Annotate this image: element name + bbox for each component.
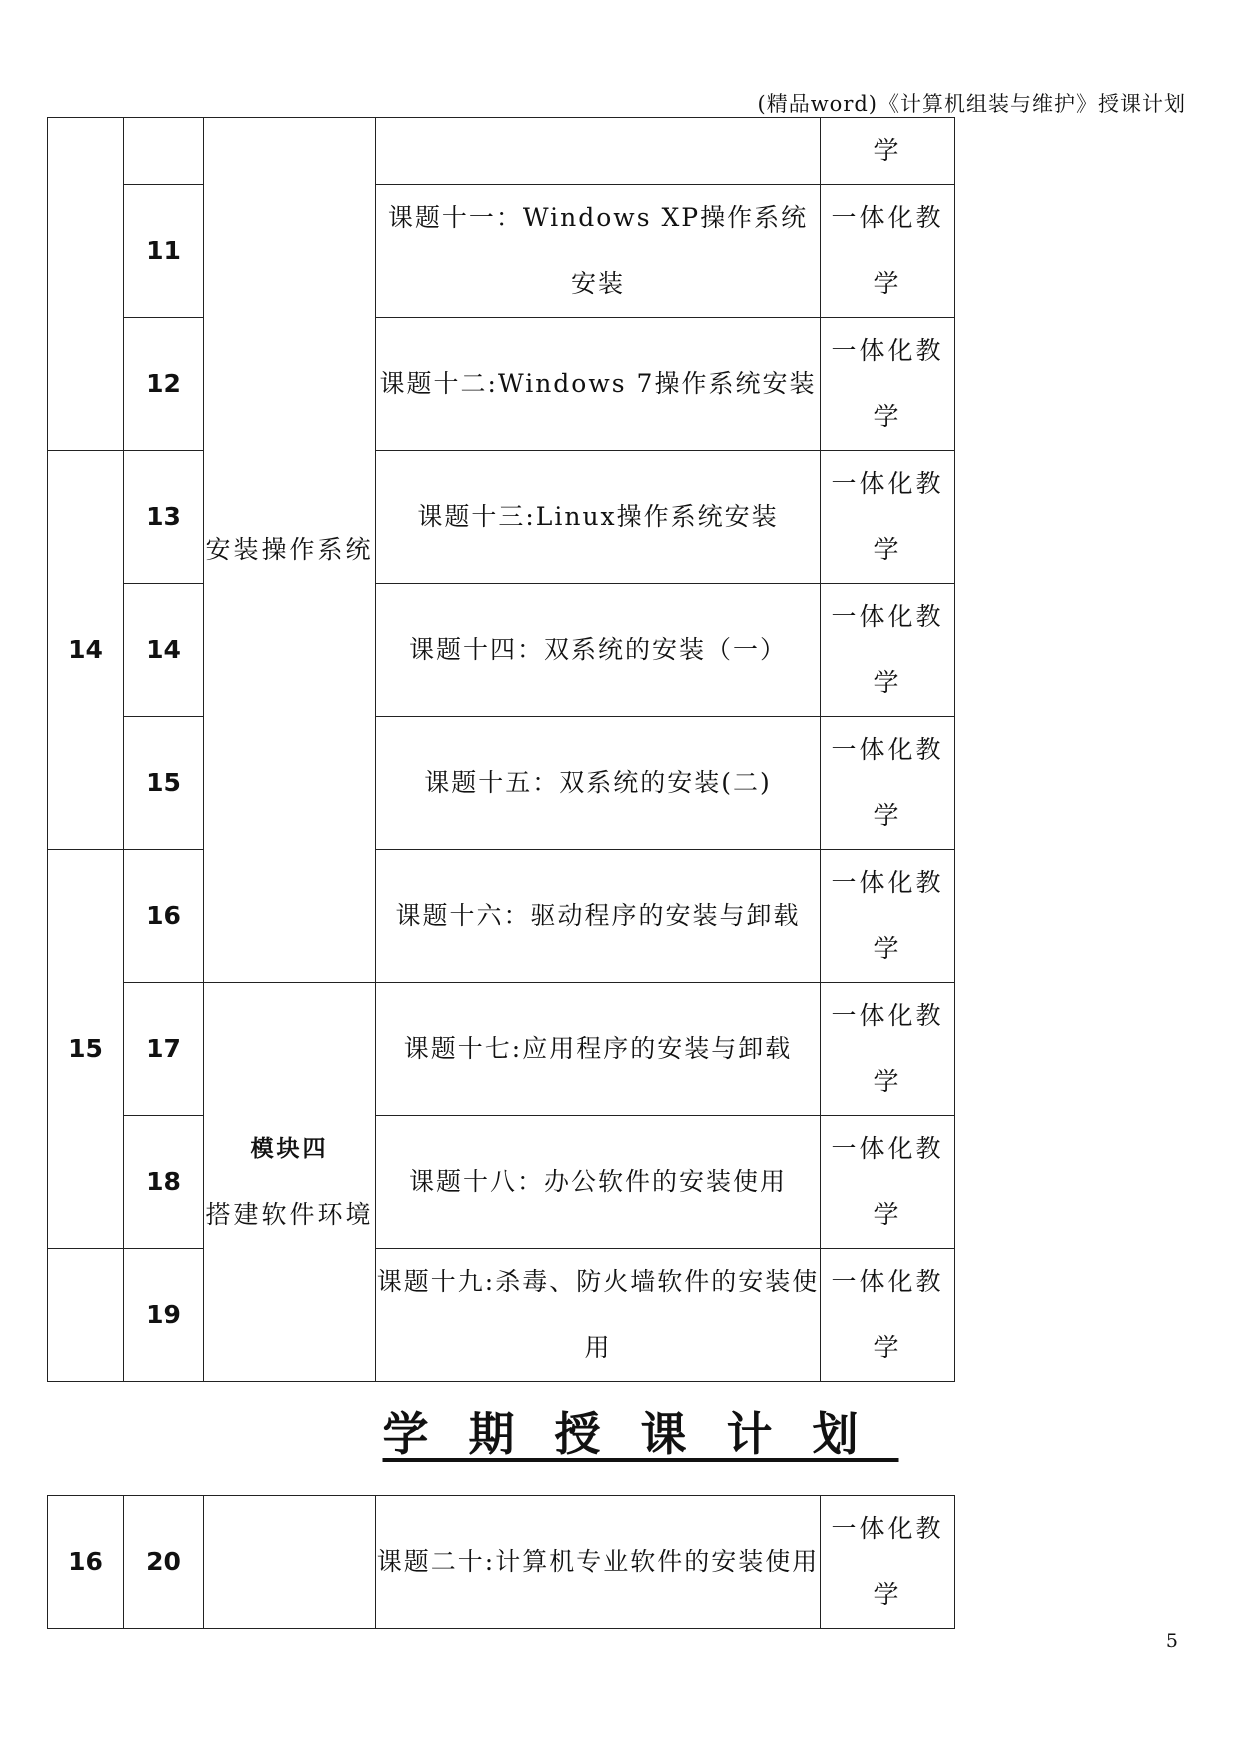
week-cell: 15 [48, 850, 124, 1249]
table-row [48, 850, 955, 983]
topic-cell: 课题十二:Windows 7操作系统安装 [376, 318, 821, 451]
lesson-cell: 18 [124, 1116, 204, 1249]
topic-cell: 课题二十:计算机专业软件的安装使用 [376, 1496, 821, 1629]
lesson-plan-table [47, 117, 955, 1382]
method-cell: 一体化教学 [821, 850, 955, 983]
lesson-plan-table-continued [47, 1495, 955, 1629]
topic-cell: 课题十九:杀毒、防火墙软件的安装使用 [376, 1249, 821, 1382]
week-cell [48, 1249, 124, 1382]
topic-cell [376, 118, 821, 185]
week-cell: 16 [48, 1496, 124, 1629]
method-cell: 一体化教学 [821, 717, 955, 850]
table-row [48, 1116, 955, 1249]
method-cell: 学 [821, 118, 955, 185]
section-title [0, 1398, 1241, 1464]
section-title-text: 学期授课计划 [382, 1407, 899, 1461]
table-row [48, 717, 955, 850]
lesson-cell: 13 [124, 451, 204, 584]
module-cell [204, 1496, 376, 1629]
topic-cell: 课题十八：办公软件的安装使用 [376, 1116, 821, 1249]
page-number: 5 [1165, 1630, 1178, 1652]
topic-cell: 课题十四：双系统的安装（一） [376, 584, 821, 717]
topic-cell: 课题十六：驱动程序的安装与卸载 [376, 850, 821, 983]
table-row [48, 1249, 955, 1382]
method-cell: 一体化教学 [821, 1249, 955, 1382]
running-header: (精品word)《计算机组装与维护》授课计划 [757, 92, 1186, 116]
table-row [48, 185, 955, 318]
week-cell [48, 118, 124, 451]
module-label: 搭建软件环境 [205, 1200, 374, 1229]
table-row [48, 1496, 955, 1629]
lesson-cell: 19 [124, 1249, 204, 1382]
table-row [48, 584, 955, 717]
lesson-cell: 12 [124, 318, 204, 451]
table-row [48, 983, 955, 1116]
method-cell: 一体化教学 [821, 584, 955, 717]
lesson-cell: 17 [124, 983, 204, 1116]
lesson-cell: 16 [124, 850, 204, 983]
method-cell: 一体化教学 [821, 1496, 955, 1629]
topic-cell: 课题十五：双系统的安装(二) [376, 717, 821, 850]
method-cell: 一体化教学 [821, 318, 955, 451]
lesson-cell [124, 118, 204, 185]
module-name: 模块四 [250, 1136, 329, 1162]
method-cell: 一体化教学 [821, 1116, 955, 1249]
lesson-cell: 11 [124, 185, 204, 318]
method-cell: 一体化教学 [821, 451, 955, 584]
lesson-cell: 14 [124, 584, 204, 717]
module-cell: 安装操作系统 [204, 118, 376, 983]
topic-cell: 课题十三:Linux操作系统安装 [376, 451, 821, 584]
table-row [48, 118, 955, 185]
lesson-cell: 15 [124, 717, 204, 850]
table-row [48, 451, 955, 584]
module-cell [204, 983, 376, 1382]
lesson-cell: 20 [124, 1496, 204, 1629]
topic-cell: 课题十一：Windows XP操作系统安装 [376, 185, 821, 318]
topic-cell: 课题十七:应用程序的安装与卸载 [376, 983, 821, 1116]
method-cell: 一体化教学 [821, 983, 955, 1116]
method-cell: 一体化教学 [821, 185, 955, 318]
table-row [48, 318, 955, 451]
week-cell: 14 [48, 451, 124, 850]
